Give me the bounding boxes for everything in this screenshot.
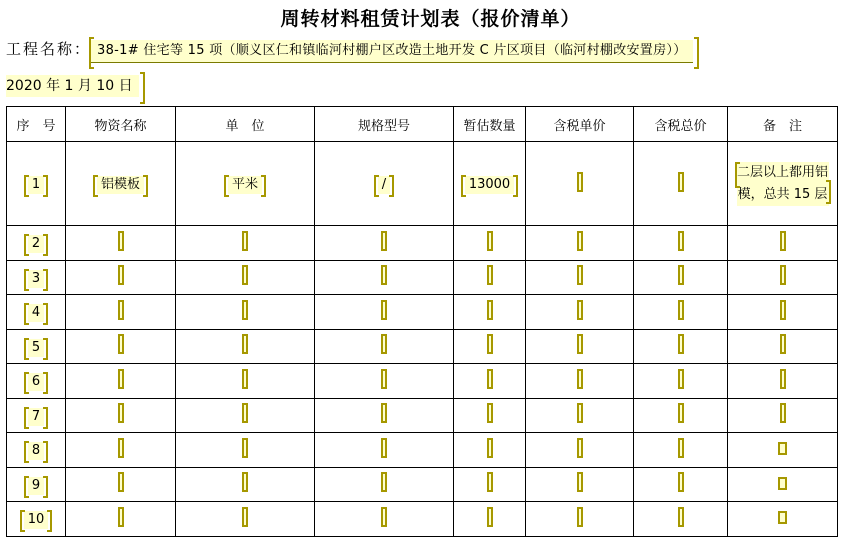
- col-header-total: 含税总价: [634, 107, 728, 142]
- empty-field-marker-icon[interactable]: [780, 403, 786, 423]
- no-field[interactable]: [28, 339, 44, 357]
- field-bracket-right-icon: [143, 175, 148, 197]
- cell-total: [634, 142, 728, 226]
- field-bracket-left-icon: [374, 175, 379, 197]
- empty-field-marker-icon[interactable]: [577, 300, 583, 320]
- cell-unit: [176, 364, 315, 399]
- empty-field-marker-icon[interactable]: [778, 511, 787, 524]
- table-row: [7, 433, 838, 468]
- cell-unit: [176, 502, 315, 537]
- no-text: 7: [31, 408, 41, 424]
- field-bracket-right-icon: [43, 234, 48, 256]
- empty-field-marker-icon[interactable]: [778, 442, 787, 455]
- cell-qty: [454, 142, 526, 226]
- no-text: 5: [31, 339, 41, 355]
- empty-field-marker-icon[interactable]: [487, 231, 493, 251]
- cell-total: [634, 398, 728, 433]
- cell-qty: [454, 364, 526, 399]
- empty-field-marker-icon[interactable]: [381, 369, 387, 389]
- name-text: 铝模板: [100, 177, 140, 192]
- field-bracket-right-icon: [513, 175, 518, 197]
- empty-field-marker-icon[interactable]: [780, 231, 786, 251]
- no-text: 9: [31, 477, 41, 493]
- table-header-row: [7, 107, 838, 142]
- table-row: [7, 502, 838, 537]
- empty-field-marker-icon[interactable]: [780, 265, 786, 285]
- field-bracket-right-icon: [43, 476, 48, 498]
- cell-spec: [315, 295, 454, 330]
- table-row: [7, 226, 838, 261]
- cell-total: [634, 364, 728, 399]
- empty-field-marker-icon[interactable]: [780, 300, 786, 320]
- table-row: [7, 142, 838, 226]
- empty-field-marker-icon[interactable]: [381, 438, 387, 458]
- cell-total: [634, 329, 728, 364]
- empty-field-marker-icon[interactable]: [678, 231, 684, 251]
- cell-qty: [454, 502, 526, 537]
- empty-field-marker-icon[interactable]: [487, 300, 493, 320]
- empty-field-marker-icon[interactable]: [487, 334, 493, 354]
- empty-field-marker-icon[interactable]: [487, 369, 493, 389]
- empty-field-marker-icon[interactable]: [487, 472, 493, 492]
- cell-unit: [176, 260, 315, 295]
- field-bracket-left-icon: [24, 476, 29, 498]
- table-row: [7, 364, 838, 399]
- cell-price: [526, 295, 634, 330]
- cell-name: [66, 433, 176, 468]
- date-line: [6, 75, 139, 97]
- cell-unit: [176, 398, 315, 433]
- table-row: [7, 398, 838, 433]
- note-text: 二层以上都用铝模，总共 15 层: [736, 164, 828, 202]
- field-bracket-left-icon: [24, 269, 29, 291]
- empty-field-marker-icon[interactable]: [242, 231, 248, 251]
- field-bracket-left-icon: [735, 162, 740, 188]
- empty-field-marker-icon[interactable]: [577, 472, 583, 492]
- cell-no: [7, 226, 66, 261]
- field-bracket-left-icon: [89, 37, 94, 69]
- empty-field-marker-icon[interactable]: [242, 334, 248, 354]
- field-bracket-left-icon: [24, 372, 29, 394]
- project-name-field[interactable]: [91, 40, 692, 63]
- no-field[interactable]: [28, 408, 44, 426]
- cell-no: [7, 364, 66, 399]
- table-row: [7, 329, 838, 364]
- empty-field-marker-icon[interactable]: [778, 477, 787, 490]
- cell-total: [634, 226, 728, 261]
- unit-text: 平米: [231, 177, 258, 192]
- cell-note: [728, 329, 838, 364]
- empty-field-marker-icon[interactable]: [577, 265, 583, 285]
- no-field[interactable]: [24, 511, 49, 529]
- empty-field-marker-icon[interactable]: [487, 265, 493, 285]
- col-header-spec: 规格型号: [315, 107, 454, 142]
- cell-total: [634, 433, 728, 468]
- empty-field-marker-icon[interactable]: [678, 507, 684, 527]
- empty-field-marker-icon[interactable]: [487, 403, 493, 423]
- empty-field-marker-icon[interactable]: [242, 369, 248, 389]
- empty-field-marker-icon[interactable]: [577, 172, 583, 192]
- no-text: 4: [31, 305, 41, 321]
- col-header-no: 序 号: [7, 107, 66, 142]
- cell-name: [66, 329, 176, 364]
- empty-field-marker-icon[interactable]: [118, 507, 124, 527]
- no-field[interactable]: [28, 176, 44, 194]
- field-bracket-right-icon: [694, 37, 699, 69]
- spec-field[interactable]: [378, 176, 390, 194]
- cell-note: [728, 142, 838, 226]
- cell-qty: [454, 260, 526, 295]
- empty-field-marker-icon[interactable]: [678, 369, 684, 389]
- empty-field-marker-icon[interactable]: [118, 438, 124, 458]
- empty-field-marker-icon[interactable]: [381, 231, 387, 251]
- empty-field-marker-icon[interactable]: [118, 334, 124, 354]
- empty-field-marker-icon[interactable]: [242, 507, 248, 527]
- cell-price: [526, 260, 634, 295]
- field-bracket-left-icon: [224, 175, 229, 197]
- empty-field-marker-icon[interactable]: [118, 369, 124, 389]
- cell-note: [728, 295, 838, 330]
- spec-text: /: [381, 177, 387, 192]
- cell-total: [634, 295, 728, 330]
- field-bracket-right-icon: [43, 441, 48, 463]
- empty-field-marker-icon[interactable]: [780, 334, 786, 354]
- field-bracket-left-icon: [461, 175, 466, 197]
- cell-price: [526, 467, 634, 502]
- cell-unit: [176, 467, 315, 502]
- col-header-unit: 单 位: [176, 107, 315, 142]
- field-bracket-right-icon: [43, 407, 48, 429]
- cell-unit: [176, 433, 315, 468]
- no-text: 10: [27, 512, 45, 528]
- cell-name: [66, 226, 176, 261]
- no-text: 3: [31, 270, 41, 286]
- empty-field-marker-icon[interactable]: [577, 438, 583, 458]
- no-text: 2: [31, 236, 41, 252]
- cell-price: [526, 142, 634, 226]
- cell-price: [526, 433, 634, 468]
- empty-field-marker-icon[interactable]: [487, 507, 493, 527]
- field-bracket-right-icon: [47, 510, 52, 532]
- cell-no: [7, 398, 66, 433]
- field-bracket-left-icon: [20, 510, 25, 532]
- cell-spec: [315, 364, 454, 399]
- cell-spec: [315, 329, 454, 364]
- no-field[interactable]: [28, 477, 44, 495]
- empty-field-marker-icon[interactable]: [381, 472, 387, 492]
- project-line: [6, 38, 693, 63]
- field-bracket-left-icon: [24, 175, 29, 197]
- no-field[interactable]: [28, 270, 44, 288]
- empty-field-marker-icon[interactable]: [678, 472, 684, 492]
- field-bracket-left-icon: [24, 234, 29, 256]
- field-bracket-right-icon: [389, 175, 394, 197]
- empty-field-marker-icon[interactable]: [577, 231, 583, 251]
- empty-field-marker-icon[interactable]: [118, 300, 124, 320]
- col-header-price: 含税单价: [526, 107, 634, 142]
- empty-field-marker-icon[interactable]: [678, 172, 684, 192]
- field-bracket-left-icon: [93, 175, 98, 197]
- cell-spec: [315, 502, 454, 537]
- empty-field-marker-icon[interactable]: [780, 369, 786, 389]
- cell-unit: [176, 329, 315, 364]
- no-field[interactable]: [28, 442, 44, 460]
- cell-note: [728, 398, 838, 433]
- empty-field-marker-icon[interactable]: [678, 438, 684, 458]
- document-title: 周转材料租赁计划表（报价清单）: [280, 8, 581, 30]
- field-bracket-right-icon: [43, 338, 48, 360]
- empty-field-marker-icon[interactable]: [678, 300, 684, 320]
- cell-name: [66, 467, 176, 502]
- cell-qty: [454, 226, 526, 261]
- qty-text: 13000: [468, 177, 511, 192]
- col-header-name: 物资名称: [66, 107, 176, 142]
- empty-field-marker-icon[interactable]: [242, 300, 248, 320]
- cell-unit: [176, 295, 315, 330]
- cell-spec: [315, 433, 454, 468]
- cell-no: [7, 467, 66, 502]
- cell-name: [66, 260, 176, 295]
- empty-field-marker-icon[interactable]: [678, 334, 684, 354]
- cell-no: [7, 142, 66, 226]
- empty-field-marker-icon[interactable]: [381, 403, 387, 423]
- cell-note: [728, 502, 838, 537]
- empty-field-marker-icon[interactable]: [381, 507, 387, 527]
- note-field[interactable]: [737, 162, 829, 206]
- col-header-qty: 暂估数量: [454, 107, 526, 142]
- date-field[interactable]: [6, 75, 139, 97]
- cell-qty: [454, 398, 526, 433]
- cell-spec: [315, 398, 454, 433]
- cell-no: [7, 260, 66, 295]
- field-bracket-right-icon: [43, 303, 48, 325]
- empty-field-marker-icon[interactable]: [381, 265, 387, 285]
- field-bracket-right-icon: [261, 175, 266, 197]
- qty-field[interactable]: [465, 176, 514, 194]
- cell-qty: [454, 433, 526, 468]
- cell-spec: [315, 467, 454, 502]
- empty-field-marker-icon[interactable]: [381, 300, 387, 320]
- cell-note: [728, 260, 838, 295]
- cell-price: [526, 502, 634, 537]
- col-header-note: 备 注: [728, 107, 838, 142]
- cell-unit: [176, 142, 315, 226]
- cell-total: [634, 260, 728, 295]
- cell-no: [7, 502, 66, 537]
- cell-note: [728, 364, 838, 399]
- cell-price: [526, 398, 634, 433]
- empty-field-marker-icon[interactable]: [577, 403, 583, 423]
- field-bracket-right-icon: [140, 72, 145, 104]
- cell-no: [7, 329, 66, 364]
- table-row: [7, 260, 838, 295]
- empty-field-marker-icon[interactable]: [242, 438, 248, 458]
- cell-note: [728, 226, 838, 261]
- field-bracket-left-icon: [24, 303, 29, 325]
- cell-name: [66, 142, 176, 226]
- field-bracket-left-icon: [24, 407, 29, 429]
- date-text: 2020 年 1 月 10 日: [6, 78, 133, 94]
- cell-name: [66, 364, 176, 399]
- cell-note: [728, 433, 838, 468]
- table-row: [7, 467, 838, 502]
- cell-no: [7, 433, 66, 468]
- cell-unit: [176, 226, 315, 261]
- empty-field-marker-icon[interactable]: [577, 507, 583, 527]
- cell-price: [526, 226, 634, 261]
- empty-field-marker-icon[interactable]: [381, 334, 387, 354]
- no-text: 1: [31, 177, 41, 192]
- cell-name: [66, 398, 176, 433]
- no-text: 6: [31, 374, 41, 390]
- cell-spec: [315, 260, 454, 295]
- empty-field-marker-icon[interactable]: [118, 472, 124, 492]
- empty-field-marker-icon[interactable]: [242, 403, 248, 423]
- no-field[interactable]: [28, 235, 44, 253]
- table-body: [7, 142, 838, 537]
- cell-total: [634, 502, 728, 537]
- cell-total: [634, 467, 728, 502]
- cell-qty: [454, 295, 526, 330]
- field-bracket-right-icon: [43, 269, 48, 291]
- field-bracket-right-icon: [43, 372, 48, 394]
- no-field[interactable]: [28, 304, 44, 322]
- project-label: 工程名称：: [6, 40, 92, 58]
- cell-spec: [315, 226, 454, 261]
- table-row: [7, 295, 838, 330]
- empty-field-marker-icon[interactable]: [242, 472, 248, 492]
- empty-field-marker-icon[interactable]: [577, 369, 583, 389]
- name-field[interactable]: [97, 176, 144, 194]
- empty-field-marker-icon[interactable]: [118, 265, 124, 285]
- cell-price: [526, 364, 634, 399]
- empty-field-marker-icon[interactable]: [118, 403, 124, 423]
- cell-qty: [454, 467, 526, 502]
- empty-field-marker-icon[interactable]: [577, 334, 583, 354]
- cell-no: [7, 295, 66, 330]
- unit-field[interactable]: [228, 176, 262, 194]
- empty-field-marker-icon[interactable]: [242, 265, 248, 285]
- field-bracket-left-icon: [24, 338, 29, 360]
- no-text: 8: [31, 443, 41, 459]
- cell-qty: [454, 329, 526, 364]
- empty-field-marker-icon[interactable]: [678, 403, 684, 423]
- field-bracket-left-icon: [24, 441, 29, 463]
- cell-note: [728, 467, 838, 502]
- empty-field-marker-icon[interactable]: [678, 265, 684, 285]
- empty-field-marker-icon[interactable]: [118, 231, 124, 251]
- field-bracket-right-icon: [43, 175, 48, 197]
- cell-name: [66, 502, 176, 537]
- no-field[interactable]: [28, 373, 44, 391]
- field-bracket-right-icon: [826, 180, 831, 204]
- cell-price: [526, 329, 634, 364]
- project-name-text: 38-1# 住宅等 15 项（顺义区仁和镇临河村棚户区改造土地开发 C 片区项目（临河村棚改安置房））: [97, 43, 687, 58]
- rental-plan-table: [6, 106, 838, 537]
- cell-spec: [315, 142, 454, 226]
- empty-field-marker-icon[interactable]: [487, 438, 493, 458]
- cell-name: [66, 295, 176, 330]
